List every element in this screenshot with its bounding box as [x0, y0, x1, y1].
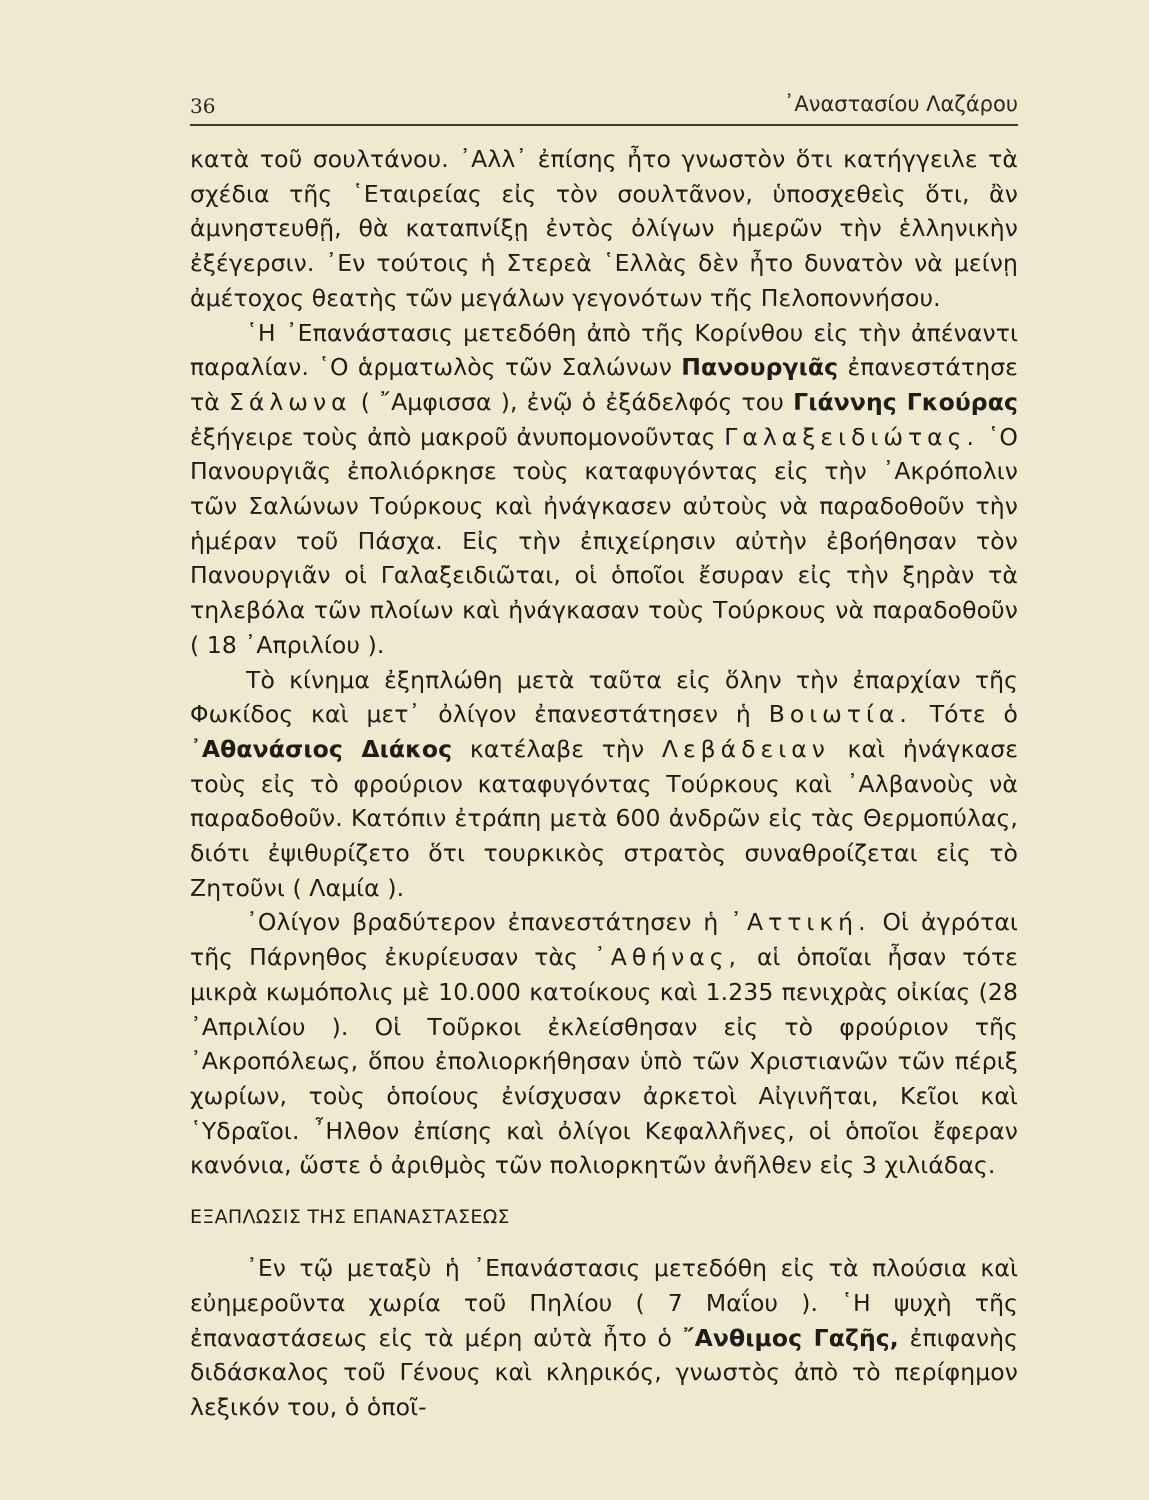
paragraph-3 — [190, 663, 1018, 906]
name-gkouras: Γιάννης Γκούρας — [793, 387, 1018, 416]
page-number: 36 — [190, 94, 216, 118]
place-salona: Σάλωνα — [229, 387, 352, 416]
p5-text-1: ᾿Εν τῷ μεταξὺ ἡ ᾿Επανάστασις μετεδόθη εἰς τὰ πλούσια καὶ εὐημεροῦντα χωρία τοῦ Πηλίου ( 7 Μαΐου ). ῾Η ψυχὴ τῆς ἐπαναστάσεως εἰς τὰ μέρη αὐτὰ ἦτο ὁ — [190, 1254, 1018, 1352]
name-anthimos-gazis: ῎Ανθιμος Γαζῆς, — [682, 1323, 899, 1352]
page-header — [190, 92, 1018, 126]
name-panourgias: Πανουργιᾶς — [681, 353, 839, 382]
p2-text-2: ἐπανεστάτησε τὰ — [190, 353, 1018, 416]
p4-text-1: ᾿Ολίγον βραδύτερον ἐπανεστάτησεν ἡ — [246, 908, 731, 937]
paragraph-1: κατὰ τοῦ σουλτάνου. ᾿Αλλ᾿ ἐπίσης ἦτο γνωστὸν ὅτι κατήγγειλε τὰ σχέδια τῆς ῾Εταιρείας εἰς τὸν σουλτᾶνον, ὑποσχεθεὶς ὅτι, ἂν ἀμνηστευθῇ, θὰ καταπνίξῃ ἐντὸς ὀλίγων ἡμερῶν τὴν ἑλληνικὴν ἐξέγερσιν. ᾿Εν τούτοις ἡ Στερεὰ ῾Ελλὰς δὲν ἦτο δυνατὸν νὰ μείνῃ ἀμέτοχος θεατὴς τῶν μεγάλων γεγονότων τῆς Πελοποννήσου. — [190, 145, 1018, 312]
p2-text-4: ἐξήγειρε τοὺς ἀπὸ μακροῦ ἀνυπομονοῦντας — [190, 422, 725, 451]
people-galaxeidiotes: Γαλαξειδιώτας. — [724, 422, 979, 451]
p3-text-3: κατέλαβε τὴν — [452, 734, 662, 763]
p2-text-3: ( ῎Αμφισσα ), ἐνῷ ὁ ἐξάδελφός του — [351, 387, 794, 416]
p3-text-1: Τὸ κίνημα ἐξηπλώθη μετὰ ταῦτα εἰς ὅλην τὴν ἐπαρχίαν τῆς Φωκίδος καὶ μετ᾿ ὀλίγον ἐπανεστάτησεν ἡ — [190, 665, 1018, 729]
p2-text-1: ῾Η ᾿Επανάστασις μετεδόθη ἀπὸ τῆς Κορίνθου εἰς τὴν ἀπέναντι παραλίαν. ῾Ο ἁρματωλὸς τῶν Σαλώνων — [190, 318, 1018, 382]
p4-text-2: Οἱ ἀγρόται τῆς Πάρνηθος ἐκυρίευσαν τὰς — [190, 908, 1018, 972]
p2-text-5: ῾Ο Πανουργιᾶς ἐπολιόρκησε τοὺς καταφυγόντας εἰς τὴν ᾿Ακρόπολιν τῶν Σαλώνων Τούρκους καὶ ἠνάγκασεν αὐτοὺς νὰ παραδοθοῦν τὴν ἡμέραν τοῦ Πάσχα. Εἰς τὴν ἐπιχείρησιν αὐτὴν ἐβοήθησαν τὸν Πανουργιᾶν οἱ Γαλαξειδιῶται, οἱ ὁποῖοι ἔσυραν εἰς τὴν ξηρὰν τὰ τηλεβόλα τῶν πλοίων καὶ ἠνάγκασαν τοὺς Τούρκους νὰ παραδοθοῦν ( 18 ᾿Απριλίου ). — [190, 422, 1018, 659]
p3-text-4: καὶ ἠνάγκασε τοὺς εἰς τὸ φρούριον καταφυγόντας Τούρκους καὶ ᾿Αλβανοὺς νὰ παραδοθοῦν. Κατόπιν ἐτράπη μετὰ 600 ἀνδρῶν εἰς τὰς Θερμοπύλας, διότι ἐψιθυρίζετο ὅτι τουρκικὸς στρατὸς συναθροίζεται εἰς τὸ Ζητοῦνι ( Λαμία ). — [190, 734, 1018, 902]
name-diakos: ᾿Αθανάσιος Διάκος — [190, 734, 453, 763]
place-boiotia: Βοιωτία. — [768, 700, 912, 729]
paragraph-2 — [190, 316, 1018, 663]
p4-text-3: αἱ ὁποῖαι ἦσαν τότε μικρὰ κωμόπολις μὲ 10.000 κατοίκους καὶ 1.235 πενιχρὰς οἰκίας (28 ᾿Απριλίου ). Οἱ Τοῦρκοι ἐκλείσθησαν εἰς τὸ φρούριον τῆς ᾿Ακροπόλεως, ὅπου ἐπολιορκήθησαν ὑπὸ τῶν Χριστιανῶν τῶν πέριξ χωρίων, τοὺς ὁποίους ἐνίσχυσαν ἀρκετοὶ Αἰγινῆται, Κεῖοι καὶ ῾Υδραῖοι. ῏Ηλθον ἐπίσης καὶ ὀλίγοι Κεφαλλῆνες, οἱ ὁποῖοι ἔφεραν κανόνια, ὥστε ὁ ἀριθμὸς τῶν πολιορκητῶν ἀνῆλθεν εἰς 3 χιλιάδας. — [190, 943, 1018, 1180]
paragraph-5 — [190, 1251, 1018, 1425]
place-athina: ᾿Αθήνας, — [594, 943, 741, 972]
place-attiki: ᾿Αττική. — [730, 908, 871, 937]
p5-text-2: ἐπιφανὴς διδάσκαλος τοῦ Γένους καὶ κληρικός, γνωστὸς ἀπὸ τὸ περίφημον λεξικόν του, ὁ ὁποῖ- — [190, 1323, 1018, 1421]
section-heading: ΕΞΑΠΛΩΣΙΣ ΤΗΣ ΕΠΑΝΑΣΤΑΣΕΩΣ — [190, 1206, 510, 1229]
place-levadeia: Λεβάδειαν — [661, 734, 830, 763]
p3-text-2: Τότε ὁ — [911, 700, 1019, 729]
page-body — [190, 142, 1018, 1425]
paragraph-4 — [190, 905, 1018, 1183]
running-title: ᾿Αναστασίου Λαζάρου — [783, 92, 1018, 116]
